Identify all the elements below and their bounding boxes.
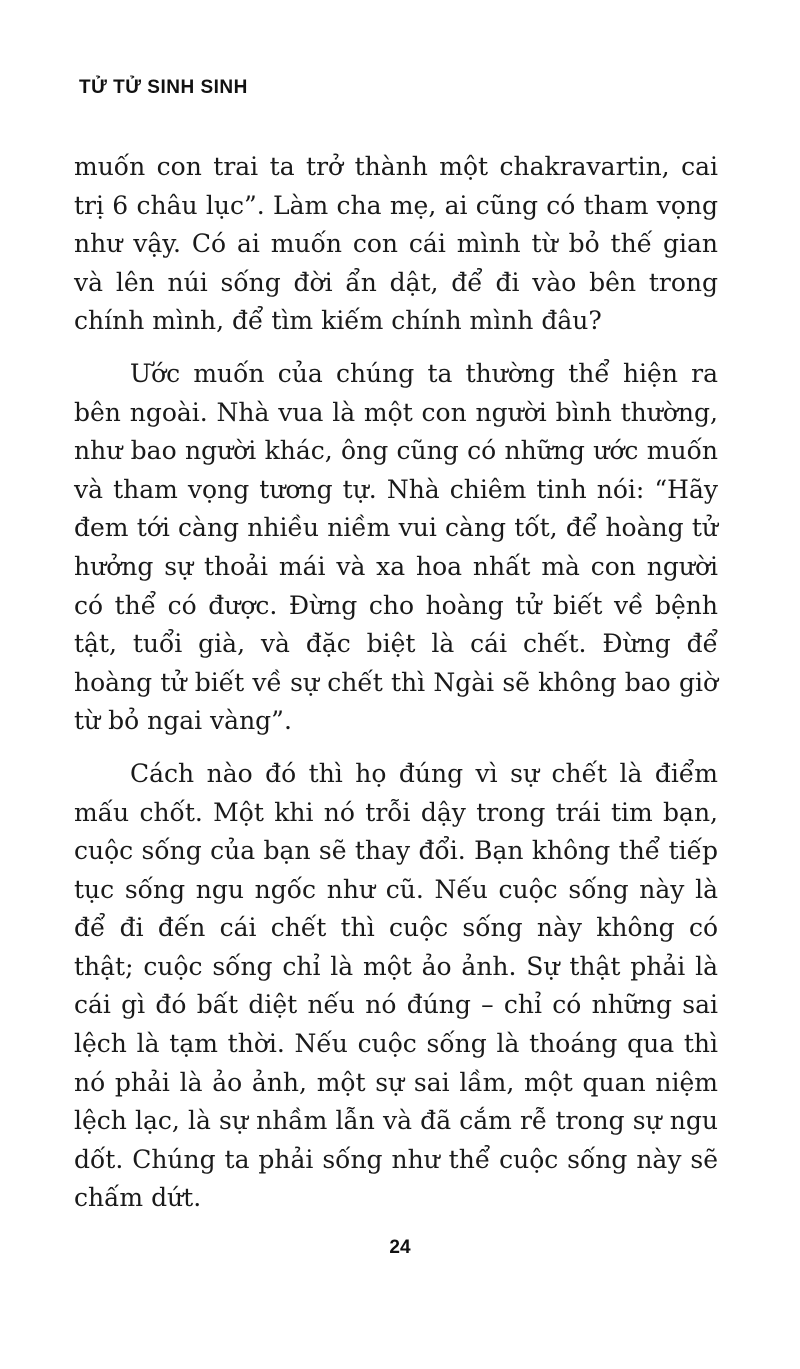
paragraph-continued: muốn con trai ta trở thành một chakravartin, cai trị 6 châu lục”. Làm cha mẹ, ai cũng có tham vọng như vậy. Có ai muốn con cái mình từ bỏ thế gian và lên núi sống đời ẩn dật, để đi vào bên trong chính mình, để tìm kiếm chính mình đâu? [74, 152, 718, 336]
running-head: TỬ TỬ SINH SINH [79, 77, 248, 98]
paragraph-wishes: Ước muốn của chúng ta thường thể hiện ra bên ngoài. Nhà vua là một con người bình thường, như bao người khác, ông cũng có những ước muốn và tham vọng tương tự. Nhà chiêm tinh nói: “Hãy đem tới càng nhiều niềm vui càng tốt, để hoàng tử hưởng sự thoải mái và xa hoa nhất mà con người có thể có được. Đừng cho hoàng tử biết về bệnh tật, tuổi già, và đặc biệt là cái chết. Đừng để hoàng tử biết về sự chết thì Ngài sẽ không bao giờ từ bỏ ngai vàng”. [74, 358, 718, 736]
page-number: 24 [389, 1237, 411, 1258]
paragraph-death: Cách nào đó thì họ đúng vì sự chết là điểm mấu chốt. Một khi nó trỗi dậy trong trái tim bạn, cuộc sống của bạn sẽ thay đổi. Bạn không thể tiếp tục sống ngu ngốc như cũ. Nếu cuộc sống này là để đi đến cái chết thì cuộc sống này không có thật; cuộc sống chỉ là một ảo ảnh. Sự thật phải là cái gì đó bất diệt nếu nó đúng – chỉ có những sai lệch là tạm thời. Nếu cuộc sống là thoáng qua thì nó phải là ảo ảnh, một sự sai lầm, một quan niệm lệch lạc, là sự nhầm lẫn và đã cắm rễ trong sự ngu dốt. Chúng ta phải sống như thể cuộc sống này sẽ chấm dứt. [74, 758, 718, 1213]
body-text [74, 148, 718, 1218]
